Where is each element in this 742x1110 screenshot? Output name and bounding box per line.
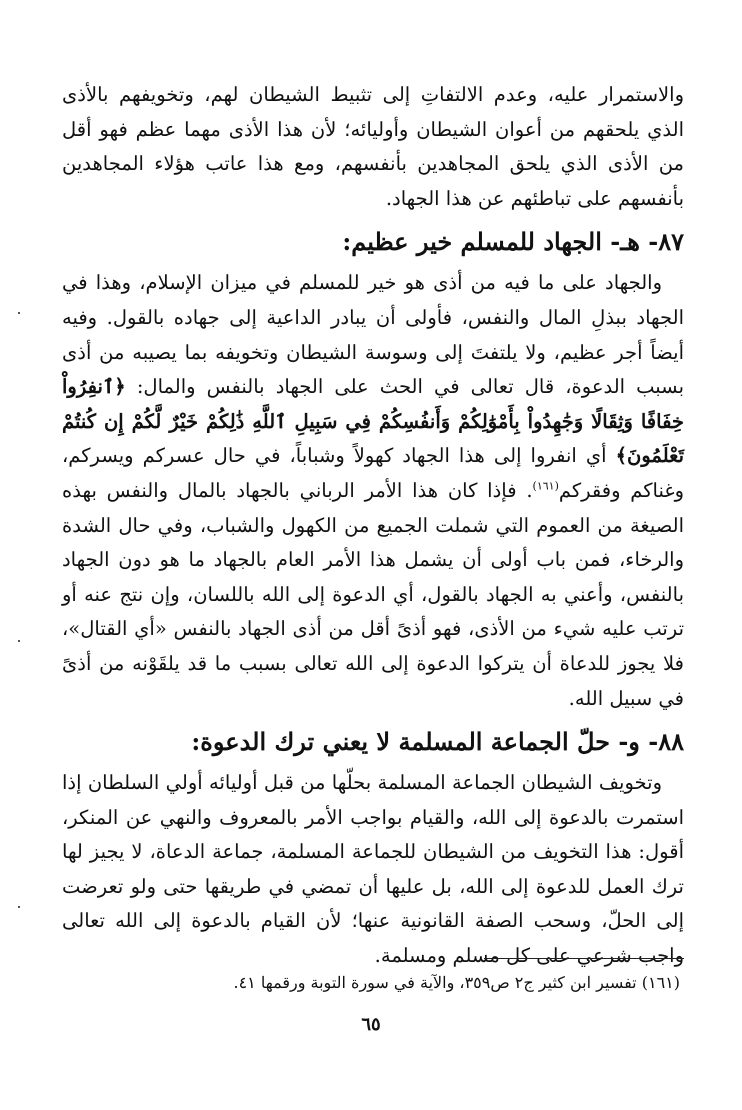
heading-88: ٨٨- و- حلّ الجماعة المسلمة لا يعني ترك الدعوة: bbox=[191, 727, 684, 757]
paragraph-2-intro: والجهاد على ما فيه من أذى هو خير للمسلم في ميزان الإسلام، وهذا في الجهاد ببذلِ المال والنفس، فأولى أن يبادر الداعية إلى جهاده بالقول. وفيه أيضاً أجر عظيم، ولا يلتفتَ إلى وسوسة الشيطان وتخويفه بما يصيبه من أذى بسبب الدعوة، قال تعالى في الحث على الجهاد بالنفس والمال: bbox=[62, 271, 685, 399]
paragraph-2-continuation: . فإذا كان هذا الأمر الرباني بالجهاد بالمال والنفس بهذه الصيغة من العموم التي شملت الجميع من الكهول والشباب، وفي حال الشدة والرخاء، فمن باب أولى أن يشمل هذا الأمر العام بالجهاد ما هو دون الجهاد بالنفس، وأعني به الجهاد بالقول، أي الدعوة إلى الله باللسان، وإن نتج عنه أو ترتب عليه شيء من الأذى، فهو أذىً أقل من أذى الجهاد بالنفس «أي القتال»، فلا يجوز للدعاة أن يتركوا الدعوة إلى الله تعالى بسبب ما قد يلقَوْنه من أذىً في سبيل الله. bbox=[62, 478, 684, 710]
paragraph-2 bbox=[62, 266, 684, 716]
footnote-divider bbox=[484, 958, 684, 959]
scan-speck bbox=[18, 906, 20, 908]
paragraph-3: وتخويف الشيطان الجماعة المسلمة بحلّها من قبل أوليائه أولي السلطان إذا استمرت بالدعوة إلى الله، والقيام بواجب الأمر بالمعروف والنهي عن المنكر، أقول: هذا التخويف من الشيطان للجماعة المسلمة، جماعة الدعاة، لا يجيز لها ترك العمل للدعوة إلى الله، بل عليها أن تمضي في طريقها حتى ولو تعرضت إلى الحلّ، وسحب الصفة القانونية عنها؛ لأن القيام بالدعوة إلى الله تعالى واجب شرعي على كل مسلم ومسلمة. bbox=[62, 771, 684, 968]
scan-speck bbox=[18, 640, 20, 642]
paragraph-1: والاستمرار عليه، وعدم الالتفاتِ إلى تثبيط الشيطان لهم، وتخويفهم بالأذى الذي يلحقهم من أعوان الشيطان وأوليائه؛ لأن هذا الأذى مهما عظم فهو أقل من الأذى الذي يلحق المجاهدين بأنفسهم، ومع هذا عاتب هؤلاء المجاهدين بأنفسهم على تباطئهم عن هذا الجهاد. bbox=[62, 83, 684, 210]
paragraph-2-explanation: أي انفروا إلى هذا الجهاد كهولاً وشباباً، في حال عسركم ويسركم، وغناكم وفقركم bbox=[62, 444, 684, 502]
scan-speck bbox=[18, 312, 20, 314]
heading-87: ٨٧- هـ- الجهاد للمسلم خير عظيم: bbox=[342, 227, 684, 257]
footnote-reference[interactable]: (١٦١) bbox=[532, 479, 559, 493]
page-number: ٦٥ bbox=[361, 1014, 381, 1035]
quran-verse: ﴿ٱنفِرُواْ خِفَافًا وَثِقَالًا وَجَٰهِدُواْ بِأَمْوَٰلِكُمْ وَأَنفُسِكُمْ فِي سَبِيلِ ٱللَّهِ ذَٰلِكُمْ خَيْرٌ لَّكُمْ إِن كُنتُمْ تَعْلَمُونَ﴾ bbox=[62, 375, 684, 468]
page-body bbox=[62, 78, 684, 974]
footnote-text: (١٦١) تفسير ابن كثير ج٢ ص٣٥٩، والآية في سورة التوبة ورقمها ٤١. bbox=[233, 973, 680, 992]
